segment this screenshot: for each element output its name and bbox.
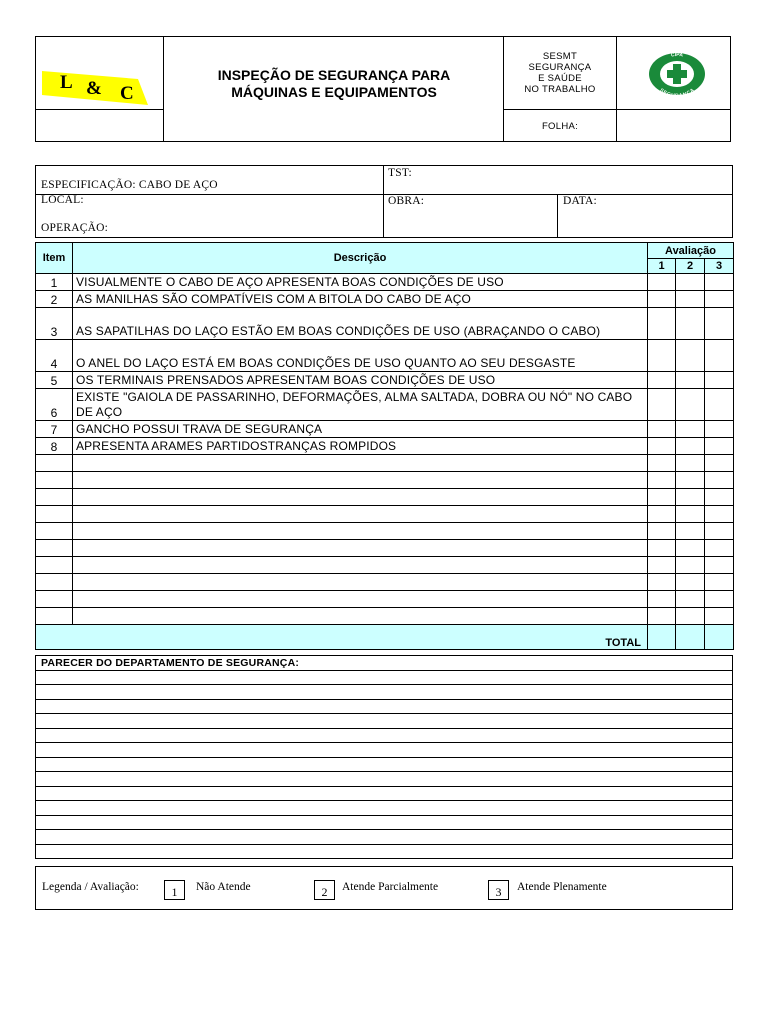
aval-cell-3[interactable] <box>705 308 734 340</box>
item-description-cell[interactable] <box>73 489 648 506</box>
table-row <box>36 438 734 455</box>
total-cell-2[interactable] <box>676 625 705 650</box>
item-description: AS MANILHAS SÃO COMPATÍVEIS COM A BITOLA DO CABO DE AÇO <box>73 291 648 308</box>
aval-cell-2[interactable] <box>676 489 705 506</box>
sesmt-line: NO TRABALHO <box>524 84 596 95</box>
aval-cell-2[interactable] <box>676 523 705 540</box>
inspection-table <box>35 242 734 650</box>
item-number: 2 <box>36 291 73 308</box>
item-description-cell[interactable] <box>73 523 648 540</box>
table-row <box>36 308 734 340</box>
aval-cell-1[interactable] <box>648 455 676 472</box>
item-description-cell[interactable] <box>73 506 648 523</box>
cipa-top-text: CIPA <box>670 52 684 59</box>
aval-cell-1[interactable] <box>648 291 676 308</box>
total-label: TOTAL <box>36 625 648 650</box>
svg-text:CIPA <box>671 52 684 59</box>
parecer-line <box>36 699 733 714</box>
legend-box-3: 3 <box>488 880 509 900</box>
aval-cell-3[interactable] <box>705 557 734 574</box>
aval-cell-3[interactable] <box>705 591 734 608</box>
aval-cell-1[interactable] <box>648 591 676 608</box>
aval-cell-3[interactable] <box>705 472 734 489</box>
parecer-title: PARECER DO DEPARTAMENTO DE SEGURANÇA: <box>36 656 733 671</box>
parecer-line-cell[interactable] <box>36 801 733 816</box>
aval-cell-2[interactable] <box>676 438 705 455</box>
parecer-line <box>36 801 733 816</box>
aval-cell-1[interactable] <box>648 389 676 421</box>
empty-row <box>36 472 734 489</box>
item-number: 4 <box>36 340 73 372</box>
total-row <box>36 625 734 650</box>
sesmt-label <box>504 51 616 95</box>
item-number-cell[interactable] <box>36 540 73 557</box>
item-description-cell[interactable] <box>73 557 648 574</box>
parecer-line-cell[interactable] <box>36 830 733 845</box>
aval-cell-2[interactable] <box>676 340 705 372</box>
aval-cell-1[interactable] <box>648 372 676 389</box>
item-number-cell[interactable] <box>36 557 73 574</box>
item-description-cell[interactable] <box>73 455 648 472</box>
aval-cell-3[interactable] <box>705 506 734 523</box>
parecer-line <box>36 786 733 801</box>
parecer-line-cell[interactable] <box>36 685 733 700</box>
aval-cell-2[interactable] <box>676 455 705 472</box>
parecer-line-cell[interactable] <box>36 670 733 685</box>
aval-cell-3[interactable] <box>705 574 734 591</box>
item-number: 7 <box>36 421 73 438</box>
parecer-line <box>36 772 733 787</box>
aval-cell-2[interactable] <box>676 574 705 591</box>
operacao-field[interactable]: OPERAÇÃO: <box>41 222 108 234</box>
col-header-item: Item <box>36 243 73 274</box>
col-header-avaliacao: Avaliação <box>648 243 734 259</box>
table-row <box>36 421 734 438</box>
sesmt-line: SESMT <box>542 51 578 62</box>
parecer-line-cell[interactable] <box>36 786 733 801</box>
logo-letter-c: C <box>120 83 134 104</box>
aval-cell-1[interactable] <box>648 540 676 557</box>
item-number-cell[interactable] <box>36 574 73 591</box>
item-number-cell[interactable] <box>36 608 73 625</box>
parecer-line-cell[interactable] <box>36 757 733 772</box>
parecer-line <box>36 685 733 700</box>
item-description-cell[interactable] <box>73 574 648 591</box>
legend-box-1: 1 <box>164 880 185 900</box>
empty-row <box>36 489 734 506</box>
empty-row <box>36 455 734 472</box>
item-description: AS SAPATILHAS DO LAÇO ESTÃO EM BOAS CONDIÇÕES DE USO (ABRAÇANDO O CABO) <box>73 308 648 340</box>
col-header-aval-2: 2 <box>676 259 705 274</box>
item-description: O ANEL DO LAÇO ESTÁ EM BOAS CONDIÇÕES DE USO QUANTO AO SEU DESGASTE <box>73 340 648 372</box>
item-number: 3 <box>36 308 73 340</box>
aval-cell-1[interactable] <box>648 489 676 506</box>
item-description-cell[interactable] <box>73 472 648 489</box>
data-field[interactable]: DATA: <box>563 195 597 207</box>
parecer-line <box>36 670 733 685</box>
cipa-logo <box>648 52 706 96</box>
aval-cell-3[interactable] <box>705 274 734 291</box>
parecer-block <box>35 655 733 859</box>
table-row <box>36 372 734 389</box>
aval-cell-1[interactable] <box>648 274 676 291</box>
parecer-line <box>36 743 733 758</box>
aval-cell-2[interactable] <box>676 506 705 523</box>
item-number-cell[interactable] <box>36 591 73 608</box>
aval-cell-2[interactable] <box>676 389 705 421</box>
aval-cell-3[interactable] <box>705 340 734 372</box>
empty-row <box>36 557 734 574</box>
item-number: 1 <box>36 274 73 291</box>
parecer-line-cell[interactable] <box>36 815 733 830</box>
total-cell-1[interactable] <box>648 625 676 650</box>
form-title <box>164 67 504 101</box>
aval-cell-3[interactable] <box>705 389 734 421</box>
parecer-line-cell[interactable] <box>36 728 733 743</box>
aval-cell-1[interactable] <box>648 574 676 591</box>
aval-cell-2[interactable] <box>676 372 705 389</box>
empty-row <box>36 608 734 625</box>
logo-letter-l: L <box>60 72 73 93</box>
item-description: OS TERMINAIS PRENSADOS APRESENTAM BOAS CONDIÇÕES DE USO <box>73 372 648 389</box>
empty-row <box>36 523 734 540</box>
item-number: 5 <box>36 372 73 389</box>
parecer-line <box>36 844 733 859</box>
empty-row <box>36 506 734 523</box>
parecer-line-cell[interactable] <box>36 714 733 729</box>
aval-cell-2[interactable] <box>676 291 705 308</box>
aval-cell-2[interactable] <box>676 591 705 608</box>
cipa-bottom-text: SEGURANÇA <box>658 87 696 96</box>
aval-cell-2[interactable] <box>676 421 705 438</box>
aval-cell-1[interactable] <box>648 438 676 455</box>
item-number-cell[interactable] <box>36 506 73 523</box>
aval-cell-1[interactable] <box>648 523 676 540</box>
empty-row <box>36 574 734 591</box>
item-description-cell[interactable] <box>73 591 648 608</box>
col-header-aval-3: 3 <box>705 259 734 274</box>
aval-cell-1[interactable] <box>648 472 676 489</box>
company-logo <box>42 69 148 109</box>
aval-cell-2[interactable] <box>676 472 705 489</box>
legend-text-1: Não Atende <box>196 881 251 893</box>
item-description-cell[interactable] <box>73 608 648 625</box>
aval-cell-3[interactable] <box>705 608 734 625</box>
legend-text-2: Atende Parcialmente <box>342 881 439 893</box>
legend-label: Legenda / Avaliação: <box>42 881 139 893</box>
local-field[interactable]: LOCAL: <box>41 194 84 206</box>
item-number-cell[interactable] <box>36 489 73 506</box>
parecer-line <box>36 728 733 743</box>
item-description: VISUALMENTE O CABO DE AÇO APRESENTA BOAS CONDIÇÕES DE USO <box>73 274 648 291</box>
item-number: 6 <box>36 389 73 421</box>
parecer-line <box>36 714 733 729</box>
parecer-line-cell[interactable] <box>36 844 733 859</box>
aval-cell-3[interactable] <box>705 540 734 557</box>
aval-cell-1[interactable] <box>648 557 676 574</box>
table-row <box>36 291 734 308</box>
item-number-cell[interactable] <box>36 455 73 472</box>
table-row <box>36 340 734 372</box>
aval-cell-2[interactable] <box>676 608 705 625</box>
aval-cell-1[interactable] <box>648 608 676 625</box>
empty-row <box>36 540 734 557</box>
parecer-line <box>36 815 733 830</box>
empty-row <box>36 591 734 608</box>
tst-field[interactable]: TST: <box>388 167 412 179</box>
obra-field[interactable]: OBRA: <box>388 195 425 207</box>
parecer-line <box>36 757 733 772</box>
aval-cell-3[interactable] <box>705 489 734 506</box>
form-title-line1: INSPEÇÃO DE SEGURANÇA PARA <box>217 67 451 83</box>
item-description-cell[interactable] <box>73 540 648 557</box>
aval-cell-2[interactable] <box>676 274 705 291</box>
aval-cell-2[interactable] <box>676 557 705 574</box>
aval-cell-1[interactable] <box>648 506 676 523</box>
parecer-line-cell[interactable] <box>36 699 733 714</box>
aval-cell-3[interactable] <box>705 438 734 455</box>
form-title-line2: MÁQUINAS E EQUIPAMENTOS <box>231 84 437 100</box>
aval-cell-2[interactable] <box>676 308 705 340</box>
spec-block <box>35 165 733 238</box>
item-number-cell[interactable] <box>36 472 73 489</box>
total-cell-3[interactable] <box>705 625 734 650</box>
aval-cell-1[interactable] <box>648 340 676 372</box>
especificacao-field[interactable]: ESPECIFICAÇÃO: CABO DE AÇO <box>41 179 218 191</box>
aval-cell-3[interactable] <box>705 372 734 389</box>
sesmt-line: SEGURANÇA <box>528 62 592 73</box>
aval-cell-3[interactable] <box>705 523 734 540</box>
item-number: 8 <box>36 438 73 455</box>
parecer-line-cell[interactable] <box>36 743 733 758</box>
aval-cell-3[interactable] <box>705 455 734 472</box>
legend-block <box>35 866 733 910</box>
item-description: APRESENTA ARAMES PARTIDOSTRANÇAS ROMPIDOS <box>73 438 648 455</box>
parecer-line <box>36 830 733 845</box>
aval-cell-3[interactable] <box>705 421 734 438</box>
parecer-line-cell[interactable] <box>36 772 733 787</box>
table-row <box>36 389 734 421</box>
legend-text-3: Atende Plenamente <box>517 881 607 893</box>
item-description: EXISTE "GAIOLA DE PASSARINHO, DEFORMAÇÕES, ALMA SALTADA, DOBRA OU NÓ" NO CABO DE AÇO <box>73 389 648 421</box>
form-header <box>35 36 731 142</box>
item-description: GANCHO POSSUI TRAVA DE SEGURANÇA <box>73 421 648 438</box>
aval-cell-3[interactable] <box>705 291 734 308</box>
col-header-aval-1: 1 <box>648 259 676 274</box>
aval-cell-1[interactable] <box>648 421 676 438</box>
legend-box-2: 2 <box>314 880 335 900</box>
aval-cell-1[interactable] <box>648 308 676 340</box>
logo-ampersand: & <box>86 78 102 99</box>
item-number-cell[interactable] <box>36 523 73 540</box>
sesmt-line: E SAÚDE <box>538 73 582 84</box>
aval-cell-2[interactable] <box>676 540 705 557</box>
table-row <box>36 274 734 291</box>
col-header-descricao: Descrição <box>73 243 648 274</box>
folha-label: FOLHA: <box>541 121 579 132</box>
